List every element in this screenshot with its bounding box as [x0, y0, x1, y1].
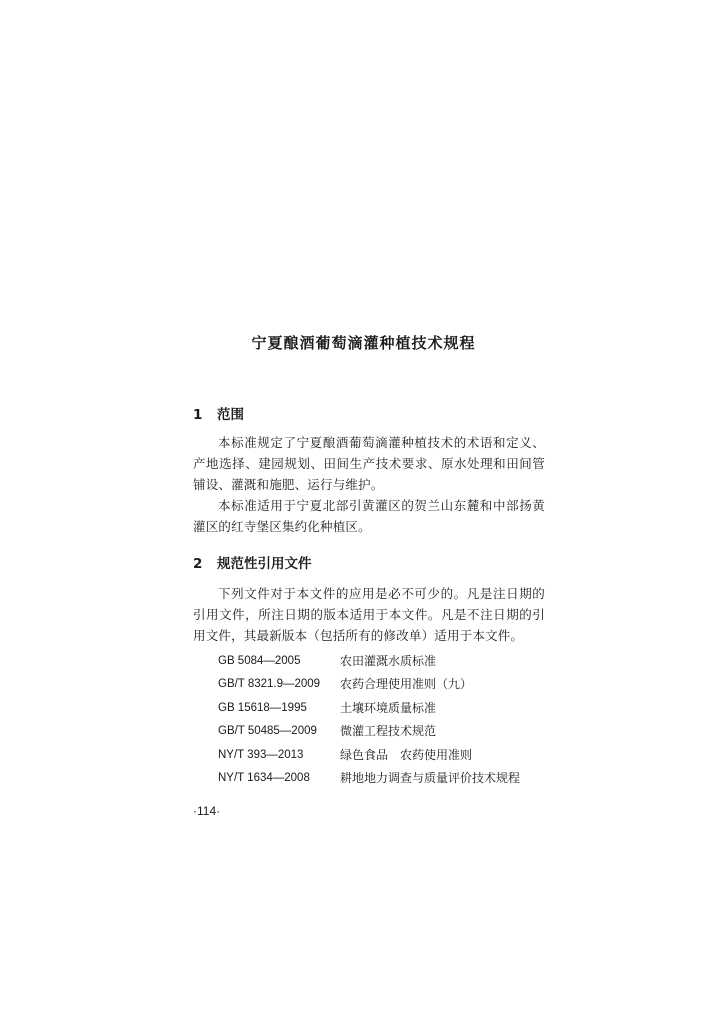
section-number: 1 [193, 407, 203, 423]
reference-title: 绿色食品 农药使用准则 [340, 747, 473, 762]
scope-paragraph-2: 本标准适用于宁夏北部引黄灌区的贺兰山东麓和中部扬黄灌区的红寺堡区集约化种植区。 [193, 498, 545, 534]
page-number: ·114· [193, 804, 221, 818]
reference-code: GB/T 8321.9—2009 [218, 678, 321, 691]
section-heading-normative-references [193, 552, 312, 572]
reference-title: 土壤环境质量标准 [340, 700, 437, 715]
reference-code: GB/T 50485—2009 [218, 725, 317, 738]
reference-code: GB 15618—1995 [218, 701, 307, 714]
reference-code: NY/T 393—2013 [218, 748, 304, 761]
reference-title: 耕地地力调查与质量评价技术规程 [340, 771, 521, 786]
reference-code: GB 5084—2005 [218, 655, 301, 667]
section-number: 2 [193, 556, 203, 572]
scope-paragraph-1: 本标准规定了宁夏酿酒葡萄滴灌种植技术的术语和定义、产地选择、建园规划、田间生产技术要求、原水处理和田间管铺设、灌溉和施肥、运行与维护。 [193, 435, 545, 492]
document-title: 宁夏酿酒葡萄滴灌种植技术规程 [251, 334, 476, 352]
reference-item [218, 673, 520, 696]
reference-code: NY/T 1634—2008 [218, 772, 310, 785]
reference-title: 农田灌溉水质标准 [340, 654, 437, 668]
reference-title: 微灌工程技术规范 [340, 724, 437, 739]
references-paragraph: 下列文件对于本文件的应用是必不可少的。凡是注日期的引用文件，所注日期的版本适用于本文件。凡是不注日期的引用文件，其最新版本（包括所有的修改单）适用于本文件。 [193, 586, 545, 643]
reference-item [218, 697, 520, 720]
section-title: 规范性引用文件 [217, 556, 312, 572]
section-heading-scope [193, 403, 244, 423]
reference-title: 农药合理使用准则（九） [340, 677, 473, 692]
reference-item [218, 744, 520, 767]
reference-item [218, 720, 520, 743]
reference-item [218, 650, 520, 673]
reference-item [218, 767, 520, 790]
reference-list [218, 650, 520, 790]
section-title: 范围 [217, 407, 244, 423]
